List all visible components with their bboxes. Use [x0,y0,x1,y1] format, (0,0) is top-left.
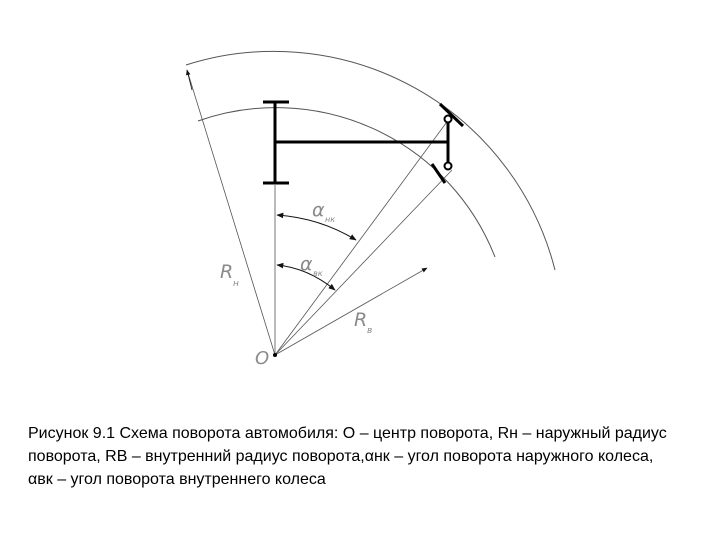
outer-turning-arc [186,51,555,270]
inner-radius-subscript: в [367,326,373,336]
front-outer-wheel [440,104,463,126]
inner-angle-label: α [300,253,313,275]
front-inner-kingpin [445,163,452,170]
inner-radius-label: R [354,309,368,331]
inner-angle-subscript: вк [313,269,323,278]
outer-radius-subscript: н [233,279,239,289]
outer-radius-arrow [187,70,192,90]
outer-radius-line [187,70,275,355]
outer-angle-subscript: нк [325,215,336,224]
turning-center-point [273,353,277,357]
inner-radius-line [275,268,427,355]
outer-angle-label: α [312,199,325,221]
front-inner-wheel [432,164,445,183]
figure-caption: Рисунок 9.1 Схема поворота автомобиля: О – центр поворота, Rн – наружный радиус поворота, RВ – внутренний радиус поворота,αнк – угол поворота наружного колеса, αвк – угол поворота внутреннего колеса [28,425,667,488]
front-outer-kingpin [445,116,452,123]
outer-radius-label: R [220,261,234,283]
center-label: O [255,348,270,369]
